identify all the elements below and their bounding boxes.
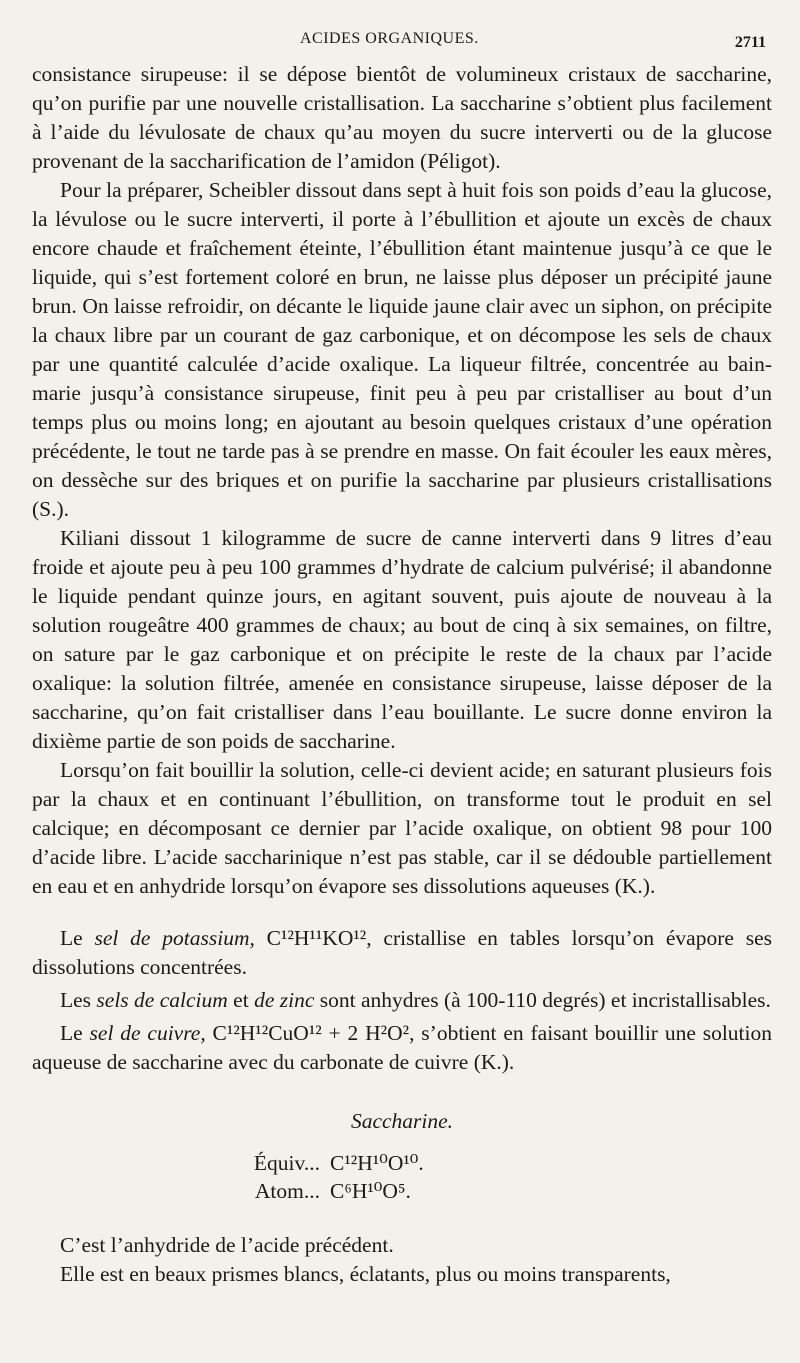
formula-equivalent [32,1149,772,1177]
paragraph-potassium-salt: Le sel de potassium, C¹²H¹¹KO¹², cristallise en tables lorsqu’on évapore ses dissolutions concentrées. [32,926,772,979]
running-header [0,30,800,56]
formula-label: Atom... [254,1179,320,1203]
paragraph-scheibler: Pour la préparer, Scheibler dissout dans sept à huit fois son poids d’eau la glucose, la lévulose ou le sucre interverti, il porte à l’ébullition et ajoute un excès de chaux encore chaude et fraîchement éteinte, l’ébullition étant maintenue jusqu’à ce que le liquide, qui s’est fortement coloré en brun, ne laisse plus déposer un précipité jaune brun. On laisse refroidir, on décante le liquide jaune clair avec un siphon, on précipite la chaux libre par un courant de gaz carbonique, et on décompose les sels de chaux par une quantité calculée d’acide oxalique. La liqueur filtrée, concentrée au bain-marie jusqu’à consistance sirupeuse, finit peu à peu par cristalliser au bout d’un temps plus ou moins long; en ajoutant au besoin quelques cristaux d’une opération précédente, le tout ne tarde pas à se prendre en masse. On fait écouler les eaux mères, on dessèche sur des briques et on purifie la saccharine par plusieurs cristallisations (S.). [32,178,772,521]
paragraph-calcium-zinc-salts: Les sels de calcium et de zinc sont anhydres (à 100-110 degrés) et incristallisables. [60,988,771,1012]
section-title: Saccharine. [350,1109,454,1133]
formula-value: C¹²H¹⁰O¹⁰. [330,1151,424,1175]
paragraph-copper-salt: Le sel de cuivre, C¹²H¹²CuO¹² + 2 H²O², s’obtient en faisant bouillir une solution aqueuse de saccharine avec du carbonate de cuivre (K.). [32,1021,772,1074]
term-potassium-salt: sel de potassium, [94,926,255,950]
term-copper-salt: sel de cuivre, [89,1021,206,1045]
paragraph-anhydride: C’est l’anhydride de l’acide précédent. [60,1233,394,1257]
formula-value: C⁶H¹⁰O⁵. [330,1179,411,1203]
term-calcium-salts: sels de calcium [96,988,228,1012]
formula-atomic [32,1177,772,1205]
running-title: ACIDES ORGANIQUES. [300,30,479,47]
term-zinc-salts: de zinc [254,988,315,1012]
paragraph-kiliani: Kiliani dissout 1 kilogramme de sucre de canne interverti dans 9 litres d’eau froide et ajoute peu à peu 100 grammes d’hydrate de calcium pulvérisé; il abandonne le liquide pendant quinze jours, en agitant souvent, puis ajoute de nouveau à la solution rougeâtre 400 grammes de chaux; au bout de cinq à six semaines, on filtre, on sature par le gaz carbonique et on précipite le reste de la chaux par l’acide oxalique: la solution filtrée, amenée en consistance sirupeuse, laisse déposer de la saccharine, qu’on fait cristalliser dans l’eau bouillante. Le sucre donne environ la dixième partie de son poids de saccharine. [32,526,772,753]
page-number: 2711 [734,34,766,51]
paragraph-continuation: consistance sirupeuse: il se dépose bientôt de volumineux cristaux de saccharine, qu’on purifie par une nouvelle cristallisation. La saccharine s’obtient plus facilement à l’aide du lévulosate de chaux qu’au moyen du sucre interverti ou de la glucose provenant de la saccharification de l’amidon (Péligot). [32,62,772,173]
paragraph-boiling: Lorsqu’on fait bouillir la solution, celle-ci devient acide; en saturant plusieurs fois par la chaux et en continuant l’ébullition, on transforme tout le produit en sel calcique; en décomposant ce dernier par l’acide oxalique, on obtient 98 pour 100 d’acide libre. L’acide saccharinique n’est pas stable, car il se dédouble partiellement en eau et en anhydride lorsqu’on évapore ses dissolutions aqueuses (K.). [32,758,772,898]
body-text [32,60,772,1289]
formula-label: Équiv... [253,1151,320,1175]
paragraph-description: Elle est en beaux prismes blancs, éclatants, plus ou moins transparents, [60,1262,671,1286]
